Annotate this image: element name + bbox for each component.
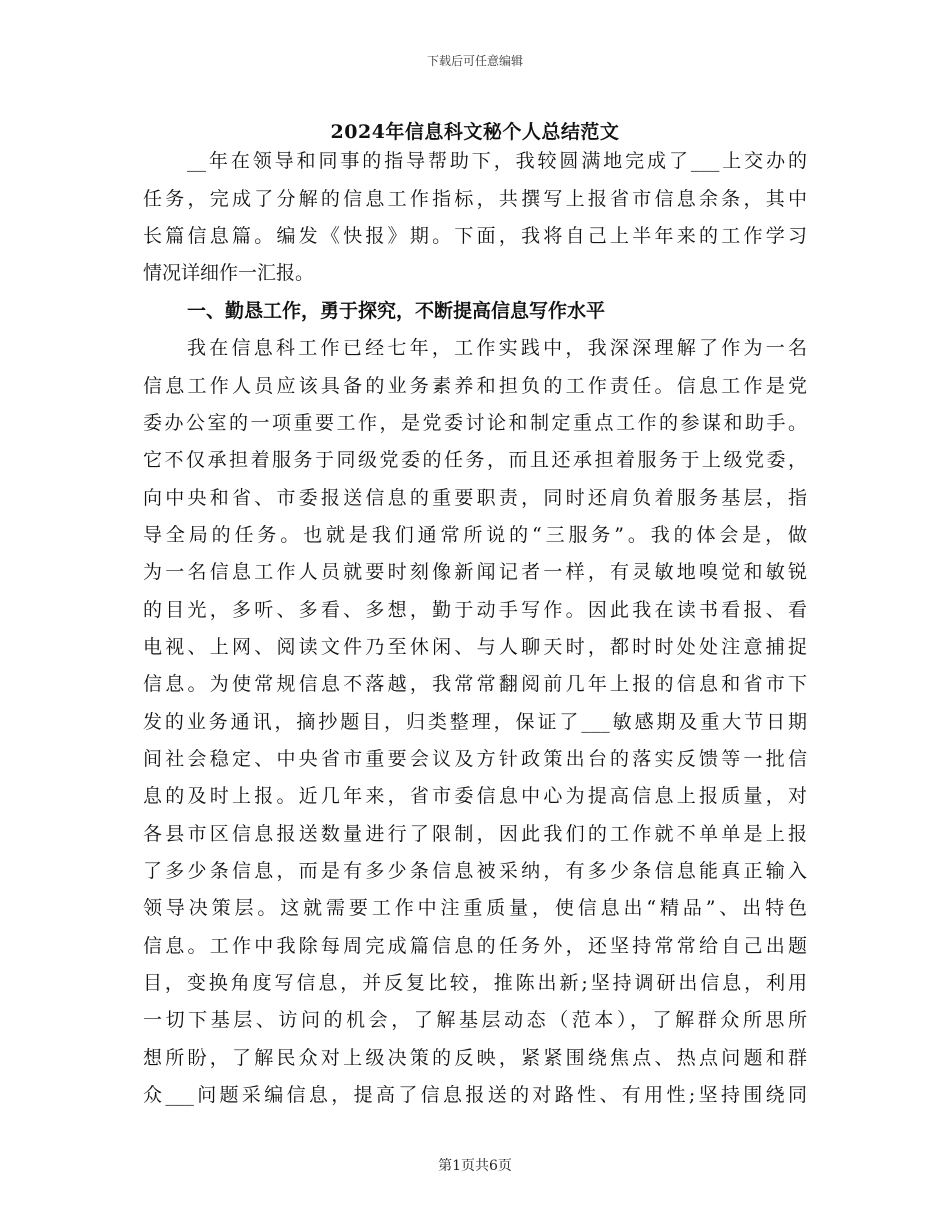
paragraph-line: 发的业务通讯，摘抄题目，归类整理，保证了___敏感期及重大节日期 <box>143 711 807 733</box>
document-title: 2024年信息科文秘个人总结范文 <box>330 121 620 143</box>
paragraph-line: 电视、上网、阅读文件乃至休闲、与人聊天时，都时时处处注意捕捉 <box>143 636 807 658</box>
page-footer: 第1页共6页 <box>438 1158 512 1174</box>
paragraph-line: 的目光，多听、多看、多想，勤于动手写作。因此我在读书看报、看 <box>143 599 807 621</box>
paragraph-line: 想所盼，了解民众对上级决策的反映，紧紧围绕焦点、热点问题和群 <box>143 1047 807 1069</box>
header-note: 下载后可任意编辑 <box>426 54 523 68</box>
paragraph-line: 我在信息科工作已经七年，工作实践中，我深深理解了作为一名 <box>187 337 807 359</box>
paragraph-line: 了多少条信息，而是有多少条信息被采纳，有多少条信息能真正输入 <box>143 860 807 882</box>
paragraph-line: 向中央和省、市委报送信息的重要职责，同时还肩负着服务基层，指 <box>143 487 807 509</box>
paragraph-line: 情况详细作一汇报。 <box>143 262 315 284</box>
paragraph-line: 息的及时上报。近几年来，省市委信息中心为提高信息上报质量，对 <box>143 785 807 807</box>
paragraph-line: 委办公室的一项重要工作，是党委讨论和制定重点工作的参谋和助手。 <box>143 412 807 434</box>
paragraph-line: 各县市区信息报送数量进行了限制，因此我们的工作就不单单是上报 <box>143 823 807 845</box>
paragraph-line: 信息工作人员应该具备的业务素养和担负的工作责任。信息工作是党 <box>143 375 807 397</box>
paragraph-line: 目，变换角度写信息，并反复比较，推陈出新;坚持调研出信息，利用 <box>143 972 807 994</box>
paragraph-line: 信息。工作中我除每周完成篇信息的任务外，还坚持常常给自己出题 <box>143 935 807 957</box>
paragraph-line: 它不仅承担着服务于同级党委的任务，而且还承担着服务于上级党委， <box>143 449 807 471</box>
paragraph-line: 为一名信息工作人员就要时刻像新闻记者一样，有灵敏地嗅觉和敏锐 <box>143 561 807 583</box>
paragraph-line: 众___问题采编信息，提高了信息报送的对路性、有用性;坚持围绕同 <box>143 1084 807 1106</box>
paragraph-line: 信息。为使常规信息不落越，我常常翻阅前几年上报的信息和省市下 <box>143 673 807 695</box>
paragraph-line: 长篇信息篇。编发《快报》期。下面，我将自己上半年来的工作学习 <box>143 225 807 247</box>
paragraph-line: 间社会稳定、中央省市重要会议及方针政策出台的落实反馈等一批信 <box>143 748 807 770</box>
section-heading: 一、勤恳工作，勇于探究，不断提高信息写作水平 <box>187 300 606 322</box>
paragraph-line: 一切下基层、访问的机会，了解基层动态（范本），了解群众所思所 <box>143 1009 807 1031</box>
paragraph-line: 导全局的任务。也就是我们通常所说的“三服务”。我的体会是，做 <box>143 524 807 546</box>
paragraph-line: 领导决策层。这就需要工作中注重质量，使信息出“精品”、出特色 <box>143 897 807 919</box>
paragraph-line: 任务，完成了分解的信息工作指标，共撰写上报省市信息余条，其中 <box>143 188 807 210</box>
paragraph-line: __年在领导和同事的指导帮助下，我较圆满地完成了___上交办的 <box>187 150 807 172</box>
